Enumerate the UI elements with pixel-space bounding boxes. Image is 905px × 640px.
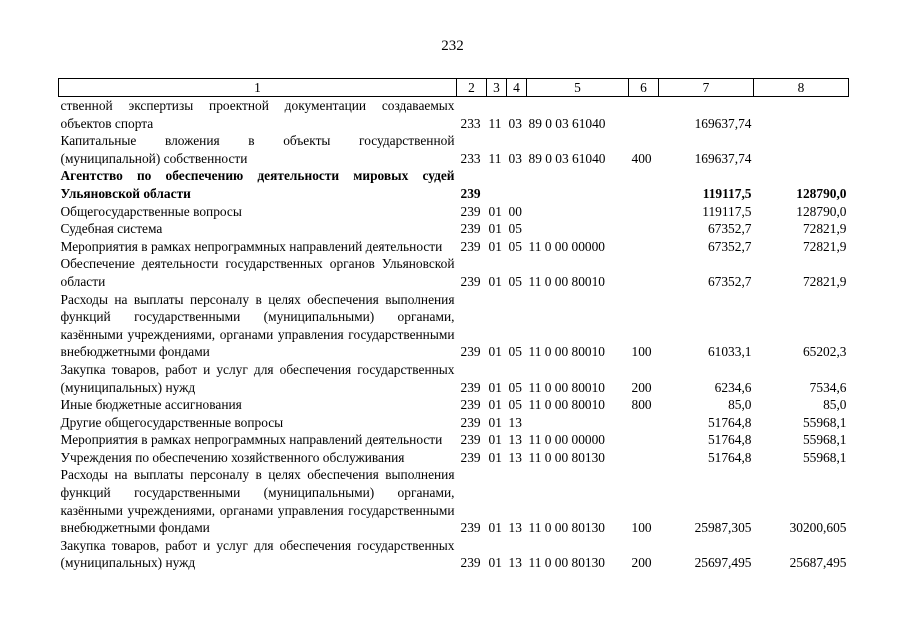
- cell-section: 01: [488, 414, 502, 430]
- cell-subsection: 05: [508, 238, 522, 254]
- cell-expense-type: [629, 431, 659, 449]
- row-name: Учреждения по обеспечению хозяйственного обслуживания: [60, 449, 405, 465]
- cell-amount-col7: 25987,305: [694, 520, 752, 536]
- cell-target-article: 11 0 00 80130: [528, 555, 605, 571]
- cell-amount-col7: 119117,5: [702, 185, 752, 201]
- table-row: [59, 449, 849, 467]
- cell-amount-col8: [754, 132, 849, 167]
- cell-amount-col8: 72821,9: [802, 273, 847, 289]
- cell-expense-type: [629, 414, 659, 432]
- cell-admin-code: 239: [460, 555, 481, 571]
- cell-section: 01: [488, 238, 502, 254]
- cell-admin-code: 239: [460, 520, 481, 536]
- table-row: [59, 396, 849, 414]
- column-header: 4: [507, 79, 527, 97]
- cell-subsection: 13: [508, 555, 522, 571]
- cell-expense-type: 800: [631, 397, 652, 413]
- cell-amount-col7: 51764,8: [707, 449, 752, 465]
- cell-target-article: 11 0 00 00000: [528, 432, 605, 448]
- column-header: 5: [527, 79, 629, 97]
- cell-admin-code: 239: [460, 379, 481, 395]
- cell-target-article: 89 0 03 61040: [528, 115, 606, 131]
- row-name: Агентство по обеспечению деятельности мировых судей Ульяновской области: [60, 168, 455, 201]
- table-row: [59, 255, 849, 290]
- cell-expense-type: [629, 220, 659, 238]
- cell-target-article: 11 0 00 80010: [528, 344, 605, 360]
- table-row: [59, 431, 849, 449]
- cell-section: 01: [488, 449, 502, 465]
- cell-amount-col8: 30200,605: [789, 520, 847, 536]
- column-header: 7: [659, 79, 754, 97]
- row-name: Общегосударственные вопросы: [60, 203, 242, 219]
- table-row: [59, 537, 849, 572]
- row-name: Закупка товаров, работ и услуг для обеспечения государственных (муниципальных) нужд: [60, 361, 455, 395]
- cell-subsection: 03: [508, 150, 522, 166]
- row-name: Обеспечение деятельности государственных органов Ульяновской области: [60, 256, 455, 289]
- cell-expense-type: [629, 449, 659, 467]
- cell-amount-col7: 85,0: [728, 397, 752, 413]
- cell-section: 01: [488, 221, 502, 237]
- row-name: Расходы на выплаты персоналу в целях обеспечения выполнения функций государственными (муниципальными) органами, казёнными учреждениями, органами управления государственными внебюджетными фондами: [60, 291, 455, 360]
- cell-section: 01: [488, 203, 502, 219]
- cell-admin-code: 239: [460, 397, 481, 413]
- cell-section: 01: [488, 520, 502, 536]
- column-header: 6: [629, 79, 659, 97]
- row-name: Закупка товаров, работ и услуг для обеспечения государственных (муниципальных) нужд: [60, 537, 455, 571]
- cell-section: 01: [488, 397, 502, 413]
- table-row: [59, 466, 849, 536]
- cell-amount-col8: 72821,9: [802, 238, 847, 254]
- table-row: [59, 203, 849, 221]
- cell-admin-code: 239: [460, 221, 481, 237]
- cell-admin-code: 239: [460, 449, 481, 465]
- cell-amount-col7: 51764,8: [707, 432, 752, 448]
- cell-amount-col7: 61033,1: [707, 344, 752, 360]
- cell-amount-col7: 67352,7: [707, 221, 752, 237]
- table-row: [59, 238, 849, 256]
- cell-section: 01: [488, 555, 502, 571]
- page-number: 232: [441, 38, 464, 54]
- cell-amount-col8: 55968,1: [802, 432, 847, 448]
- cell-expense-type: [629, 97, 659, 133]
- cell-admin-code: 239: [460, 185, 481, 201]
- row-name: Другие общегосударственные вопросы: [60, 414, 284, 430]
- cell-amount-col7: 119117,5: [702, 203, 752, 219]
- cell-amount-col8: 128790,0: [796, 185, 847, 201]
- cell-target-article: 11 0 00 80130: [528, 520, 605, 536]
- cell-expense-type: [629, 238, 659, 256]
- row-name: Судебная система: [60, 221, 163, 237]
- cell-amount-col8: 25687,495: [789, 555, 847, 571]
- cell-subsection: 13: [508, 414, 522, 430]
- cell-expense-type: 200: [631, 555, 652, 571]
- cell-expense-type: [629, 203, 659, 221]
- cell-subsection: 13: [508, 520, 522, 536]
- cell-subsection: [507, 167, 527, 202]
- row-name: Мероприятия в рамках непрограммных направлений деятельности: [60, 432, 443, 448]
- budget-table: [58, 78, 849, 572]
- cell-expense-type: 400: [631, 150, 652, 166]
- cell-admin-code: 233: [460, 115, 481, 131]
- cell-section: 11: [488, 115, 502, 131]
- cell-subsection: 05: [508, 273, 522, 289]
- cell-amount-col8: 72821,9: [802, 221, 847, 237]
- row-name: ственной экспертизы проектной документации создаваемых объектов спорта: [60, 98, 455, 131]
- cell-subsection: 05: [508, 221, 522, 237]
- cell-subsection: 13: [508, 432, 522, 448]
- cell-section: 01: [488, 379, 502, 395]
- cell-admin-code: 239: [460, 238, 481, 254]
- cell-amount-col8: 85,0: [823, 397, 847, 413]
- cell-target-article: 11 0 00 80010: [528, 379, 605, 395]
- cell-target-article: 11 0 00 80010: [528, 397, 605, 413]
- cell-section: 01: [488, 344, 502, 360]
- cell-target-article: [527, 414, 629, 432]
- cell-target-article: [527, 203, 629, 221]
- table-row: [59, 220, 849, 238]
- table-body: [59, 97, 849, 573]
- cell-expense-type: 100: [631, 344, 652, 360]
- cell-amount-col7: 67352,7: [707, 273, 752, 289]
- cell-amount-col7: 67352,7: [707, 238, 752, 254]
- cell-amount-col8: 128790,0: [796, 203, 847, 219]
- cell-amount-col7: 25697,495: [694, 555, 752, 571]
- cell-admin-code: 239: [460, 414, 481, 430]
- table-row: [59, 414, 849, 432]
- cell-admin-code: 239: [460, 344, 481, 360]
- cell-admin-code: 239: [460, 432, 481, 448]
- cell-amount-col7: 51764,8: [707, 414, 752, 430]
- cell-admin-code: 233: [460, 150, 481, 166]
- cell-section: 01: [488, 432, 502, 448]
- table-row: [59, 361, 849, 396]
- cell-expense-type: [629, 167, 659, 202]
- column-header: 3: [487, 79, 507, 97]
- cell-section: [487, 167, 507, 202]
- cell-subsection: 05: [508, 379, 522, 395]
- row-name: Мероприятия в рамках непрограммных направлений деятельности: [60, 238, 443, 254]
- cell-section: 01: [488, 273, 502, 289]
- cell-admin-code: 239: [460, 273, 481, 289]
- cell-amount-col8: 65202,3: [802, 344, 847, 360]
- row-name: Капитальные вложения в объекты государственной (муниципальной) собственности: [60, 133, 455, 166]
- cell-subsection: 13: [508, 449, 522, 465]
- cell-subsection: 00: [508, 203, 522, 219]
- cell-amount-col8: 7534,6: [809, 379, 847, 395]
- cell-target-article: 11 0 00 80010: [528, 273, 605, 289]
- table-header-row: [59, 79, 849, 97]
- cell-expense-type: 100: [631, 520, 652, 536]
- cell-amount-col7: 6234,6: [714, 379, 752, 395]
- cell-target-article: [527, 220, 629, 238]
- column-header: 1: [59, 79, 457, 97]
- column-header: 2: [457, 79, 487, 97]
- table-row: [59, 97, 849, 133]
- column-header: 8: [754, 79, 849, 97]
- row-name: Расходы на выплаты персоналу в целях обеспечения выполнения функций государственными (муниципальными) органами, казёнными учреждениями, органами управления государственными внебюджетными фондами: [60, 467, 455, 536]
- cell-amount-col7: 169637,74: [694, 115, 752, 131]
- cell-amount-col8: 55968,1: [802, 449, 847, 465]
- row-name: Иные бюджетные ассигнования: [60, 397, 242, 413]
- cell-target-article: 11 0 00 80130: [528, 449, 605, 465]
- cell-admin-code: 239: [460, 203, 481, 219]
- cell-target-article: 11 0 00 00000: [528, 238, 605, 254]
- table-row: [59, 132, 849, 167]
- cell-target-article: [527, 167, 629, 202]
- cell-amount-col8: [754, 97, 849, 133]
- cell-subsection: 05: [508, 344, 522, 360]
- cell-section: 11: [488, 150, 502, 166]
- cell-amount-col7: 169637,74: [694, 150, 752, 166]
- cell-expense-type: 200: [631, 379, 652, 395]
- table-row: [59, 291, 849, 361]
- cell-target-article: 89 0 03 61040: [528, 150, 606, 166]
- cell-subsection: 03: [508, 115, 522, 131]
- cell-subsection: 05: [508, 397, 522, 413]
- cell-expense-type: [629, 255, 659, 290]
- cell-amount-col8: 55968,1: [802, 414, 847, 430]
- table-row: [59, 167, 849, 202]
